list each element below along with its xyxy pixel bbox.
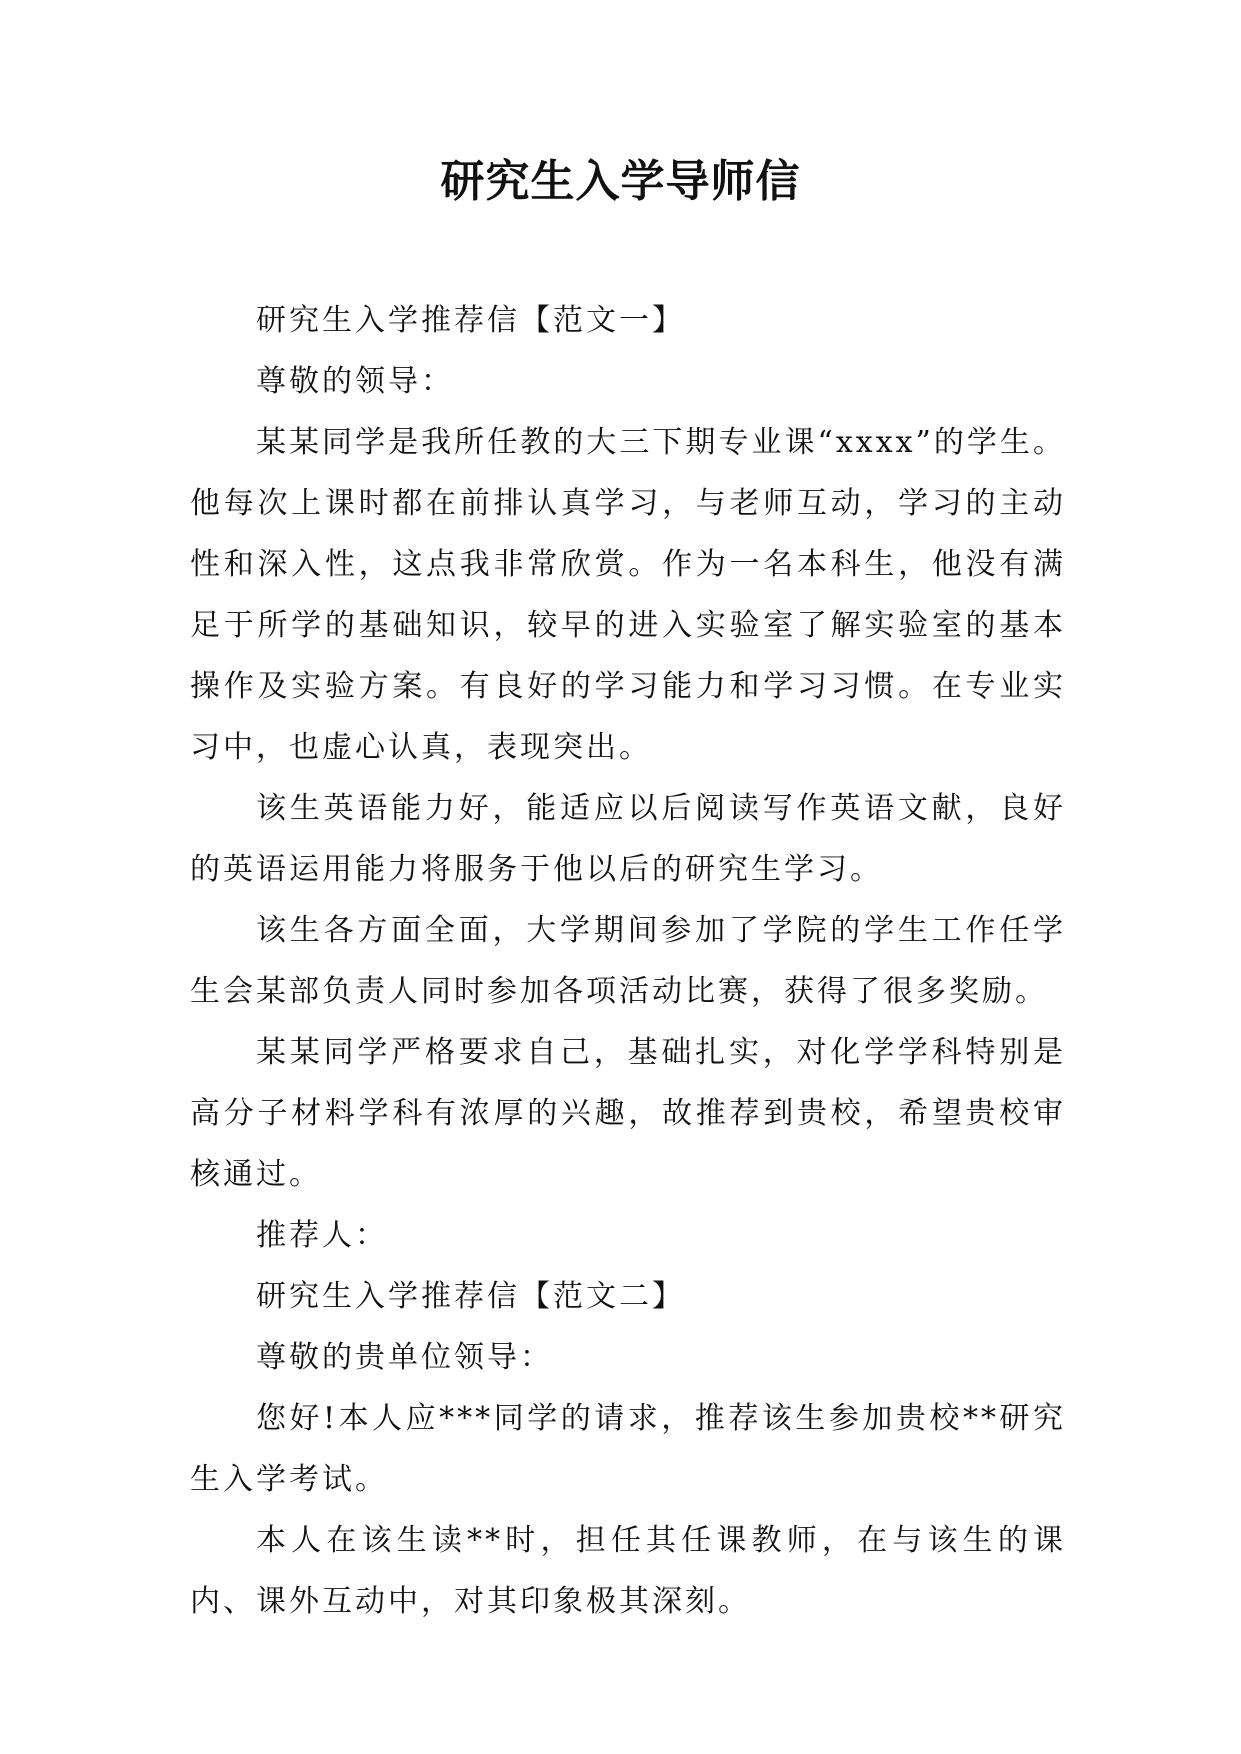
- paragraph: 某某同学是我所任教的大三下期专业课“xxxx”的学生。他每次上课时都在前排认真学习，与老师互动，学习的主动性和深入性，这点我非常欣赏。作为一名本科生，他没有满足于所学的基础知识，较早的进入实验室了解实验室的基本操作及实验方案。有良好的学习能力和学习习惯。在专业实习中，也虚心认真，表现突出。: [190, 425, 1066, 765]
- paragraph: 某某同学严格要求自己，基础扎实，对化学学科特别是高分子材料学科有浓厚的兴趣，故推荐到贵校，希望贵校审核通过。: [190, 1035, 1066, 1192]
- paragraph: 该生各方面全面，大学期间参加了学院的学生工作任学生会某部负责人同时参加各项活动比赛，获得了很多奖励。: [190, 913, 1066, 1009]
- salutation: 尊敬的领导：: [256, 364, 454, 399]
- paragraph: 本人在该生读**时，担任其任课教师，在与该生的课内、课外互动中，对其印象极其深刻。: [190, 1523, 1066, 1619]
- document-title: 研究生入学导师信: [440, 156, 801, 207]
- sample-one-heading: 研究生入学推荐信【范文一】: [256, 303, 685, 338]
- salutation: 尊敬的贵单位领导：: [256, 1340, 553, 1375]
- paragraph: 您好!本人应***同学的请求，推荐该生参加贵校**研究生入学考试。: [190, 1401, 1066, 1497]
- paragraph: 该生英语能力好，能适应以后阅读写作英语文献，良好的英语运用能力将服务于他以后的研究生学习。: [190, 791, 1066, 887]
- recommender-line: 推荐人：: [256, 1218, 388, 1253]
- sample-two-heading: 研究生入学推荐信【范文二】: [256, 1279, 685, 1314]
- document-body: [190, 290, 1066, 1632]
